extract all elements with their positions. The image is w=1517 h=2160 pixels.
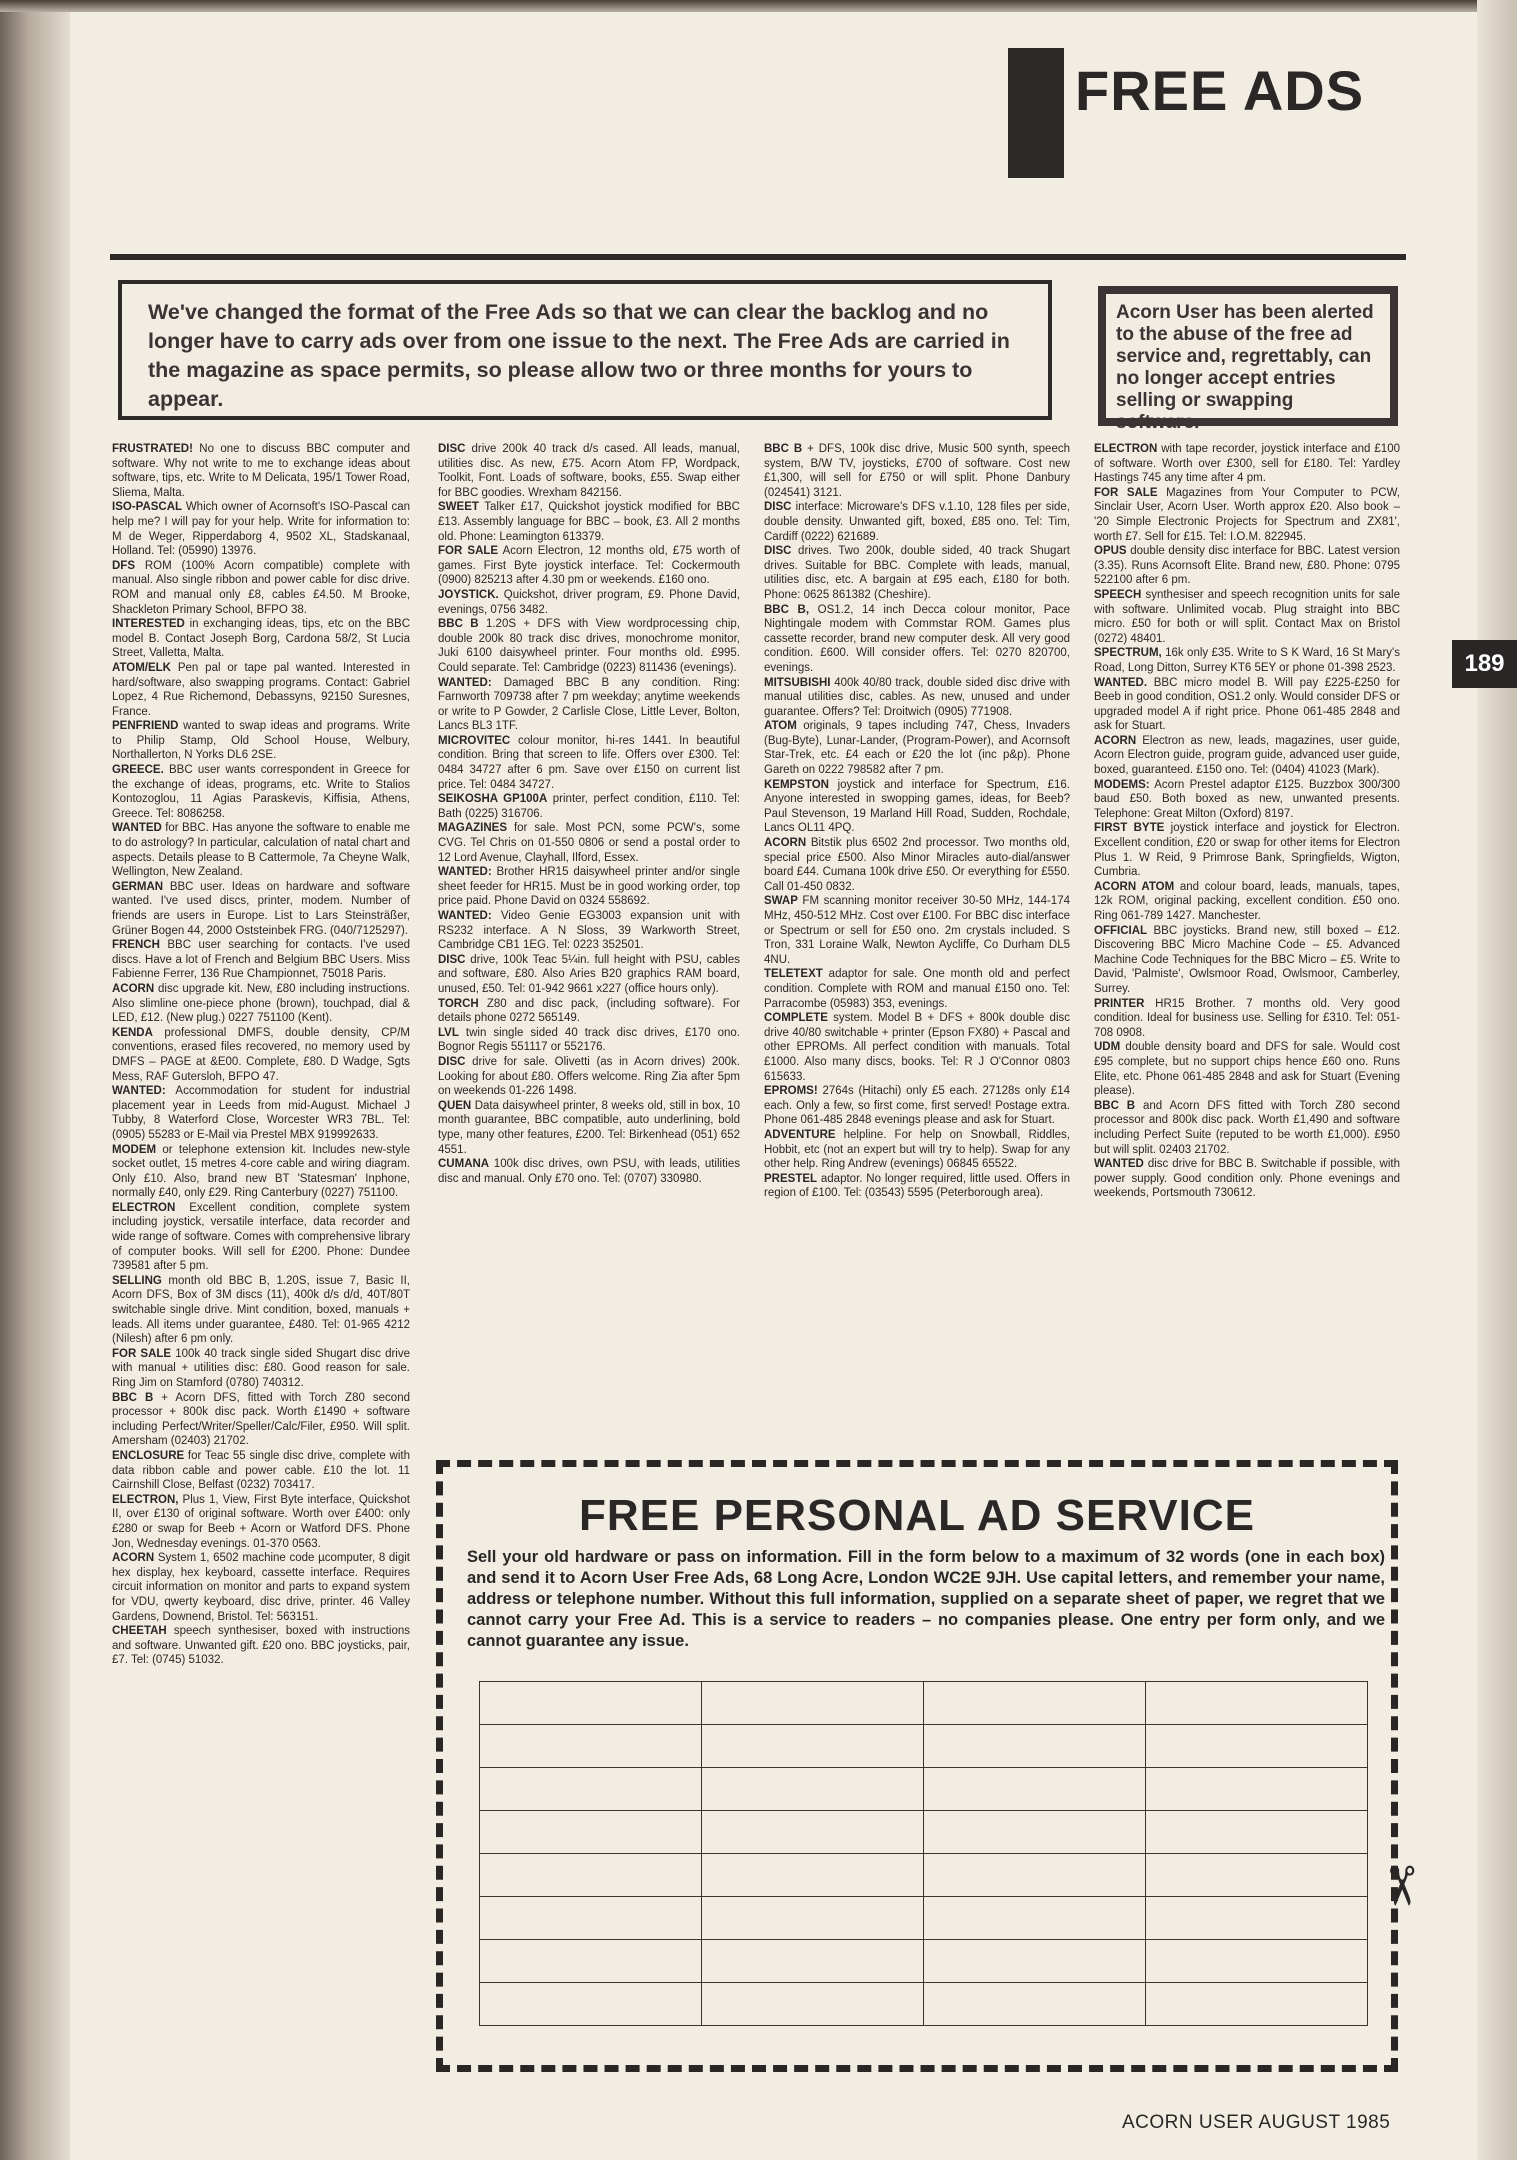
ad-body: joystick interface and joystick for Electron. Excellent condition, £20 or swap for other items for Electron Plus 1. W Reid, 9 Primrose Bank, Springfields, Wigton, Cumbria. (1094, 822, 1400, 879)
ad-body: Magazines from Your Computer to PCW, Sinclair User, Acorn User. Worth approx £20. Also book – '20 Simple Electronic Projects for Spectrum and ZX81', worth £7. Sell for £15. Tel: I.O.M. 822945. (1094, 486, 1400, 543)
classified-ad (438, 676, 740, 734)
ad-body: double density disc interface for BBC. Latest version (3.35). Runs Acornsoft Elite. Brand new, £80. Phone: 0795 522100 after 6 pm. (1094, 545, 1400, 587)
ad-body: Acorn Electron, 12 months old, £75 worth of games. First Byte joystick interface. Tel: Cockermouth (0900) 825213 after 4.30 pm or weekends. £160 ono. (438, 545, 741, 587)
ad-heading: WANTED: (438, 910, 492, 922)
ad-body: adaptor. No longer required, little used. Offers in region of £100. Tel: (03543) 5595 (Peterborough area). (764, 1172, 1070, 1200)
ads-column-1 (112, 442, 410, 1668)
ad-body: 1.20S + DFS with View wordprocessing chip, double 200k 80 track disc drives, monochrome monitor, Juki 6100 daisywheel printer. Four months old. £995. Could separate. Tel: Cambridge (0223) 811436 (evenings). (438, 618, 740, 674)
form-title: FREE PERSONAL AD SERVICE (579, 1491, 1255, 1540)
word-box[interactable] (1146, 1983, 1368, 2026)
ad-heading: PRINTER (1094, 997, 1145, 1010)
word-box[interactable] (480, 1768, 702, 1811)
ad-body: professional DMFS, double density, CP/M conventions, erased files recovered, no memory used by DMFS – PAGE at &E00. Complete, £80. D Wadge, Sgts Mess, RAF Gutersloh, BFPO 47. (112, 1026, 410, 1083)
word-box[interactable] (480, 1725, 702, 1768)
ad-heading: KEMPSTON (764, 778, 829, 791)
classified-ad (112, 1551, 410, 1624)
classified-ad (1094, 778, 1400, 822)
ad-heading: ELECTRON, (112, 1493, 179, 1506)
ad-heading: SWEET (438, 501, 479, 514)
word-box-grid (479, 1681, 1368, 2026)
ad-heading: BBC B (112, 1391, 154, 1404)
ad-body: OS1.2, 14 inch Decca colour monitor, Pace Nightingale modem with Commstar ROM. Games plus cassette recorder, brand new computer desk. All very good condition. £600. Will consider offers. Tel: 0270 820700, evenings. (764, 603, 1070, 674)
classified-ad (438, 1099, 740, 1157)
word-box[interactable] (480, 1897, 702, 1940)
ad-body: Brother HR15 daisywheel printer and/or single sheet feeder for HR15. Must be in good working order, top price paid. Phone David on 0324 558692. (438, 866, 740, 908)
classified-ad (1094, 442, 1400, 486)
classified-ad (764, 719, 1070, 777)
classified-ad (1094, 1157, 1400, 1201)
ad-heading: DISC (438, 953, 466, 966)
ad-body: Which owner of Acornsoft's ISO-Pascal can help me? I will pay for your help. Write for information to: M de Weger, Ripperdaborg 4, 9502 XL, Stadskanaal, Holland. Tel: (05990) 13976. (112, 501, 410, 558)
format-change-notice: We've changed the format of the Free Ads so that we can clear the backlog and no longer have to carry ads over from one issue to the next. The Free Ads are carried in the magazine as space permits, so please allow two or three months for yours to appear. (118, 280, 1052, 420)
ad-body: ROM (100% Acorn compatible) complete with manual. Also single ribbon and power cable for disc drive. ROM and manual only £8, cables £4.50. M Brooke, Shackleton Primary School, BFPO 38. (112, 559, 410, 616)
word-box[interactable] (924, 1725, 1146, 1768)
classified-ad (764, 603, 1070, 676)
page-footer: ACORN USER AUGUST 1985 (1122, 2112, 1391, 2133)
ad-body: twin single sided 40 track disc drives, £170 ono. Bognor Regis 551117 or 552176. (438, 1026, 740, 1054)
classified-ad (764, 442, 1070, 500)
ad-heading: ACORN (112, 1552, 155, 1565)
ad-heading: JOYSTICK. (438, 588, 499, 601)
ad-body: disc upgrade kit. New, £80 including instructions. Also slimline one-piece phone (brown), touchpad, dial & LED, £12. (New plug.) 0227 751100 (Kent). (112, 982, 410, 1025)
classified-ad (438, 909, 740, 953)
classified-ad (112, 661, 410, 719)
ad-body: drive for sale. Olivetti (as in Acorn drives) 200k. Looking for about £80. Offers welcome. Ring Zia after 5pm on weekends 01-226 1498. (438, 1055, 740, 1098)
classified-ad (764, 544, 1070, 602)
ad-heading: SELLING (112, 1274, 162, 1287)
classified-ad (1094, 734, 1400, 778)
ad-body: 100k 40 track single sided Shugart disc drive with manual + utilities disc: £80. Good reason for sale. Ring Jim on Stamford (0780) 740312. (112, 1347, 410, 1389)
classified-ad (438, 588, 740, 617)
ad-body: and Acorn DFS fitted with Torch Z80 second processor and 800k disc pack. Worth £1,490 and software including Perfect Suite (reputed to be worth £1,000). £950 but will split. 02403 21702. (1094, 1099, 1400, 1156)
classified-ad (438, 1157, 740, 1186)
ad-heading: DFS (112, 559, 135, 572)
classified-ad (1094, 924, 1400, 997)
ad-body: 16k only £35. Write to S K Ward, 16 St Mary's Road, Long Ditton, Surrey KT6 5EY or phone 01-398 2523. (1094, 647, 1400, 674)
ad-body: month old BBC B, 1.20S, issue 7, Basic II, Acorn DFS, Box of 3M discs (11), 400k d/s d/d, 40T/80T switchable single drive. Mint condition, boxed, manuals + leads. All items under guarantee, £480. Tel: 01-965 4212 (Nilesh) after 6 pm only. (112, 1274, 410, 1346)
ad-body: for BBC. Has anyone the software to enable me to do astrology? In particular, calculation of natal chart and aspects. Details please to B Cattermole, 7a Cheyne Walk, Wellington, New Zealand. (112, 822, 410, 879)
ad-heading: MICROVITEC (438, 734, 511, 747)
ad-body: drive, 100k Teac 5¼in. full height with PSU, cables and software, £80. Also Aries B20 graphics RAM board, unused, £50. Tel: 01-942 9661 x227 (office hours only). (438, 953, 740, 995)
ad-body: interface: Microware's DFS v.1.10, 128 files per side, double density. Unwanted gift, boxed, £85 ono. Tel: Tim, Cardiff (0222) 621689. (764, 501, 1070, 543)
classified-ad (112, 880, 410, 938)
classified-ad (438, 544, 740, 588)
ad-heading: GERMAN (112, 880, 164, 893)
ad-body: joystick and interface for Spectrum, £16. Anyone interested in swopping games, ideas, for Beeb? Paul Stevenson, 19 Marland Hill Road, Sudden, Rochdale, Lancs OL11 4PQ. (764, 778, 1070, 835)
classified-ad (112, 821, 410, 879)
ad-heading: WANTED: (438, 676, 492, 689)
ad-body: Electron as new, leads, magazines, user guide, Acorn Electron guide, program guide, advanced user guide, boxed, guaranteed. £150 ono. Tel: (0404) 41023 (Mark). (1094, 734, 1400, 777)
classified-ad (112, 1449, 410, 1493)
word-box[interactable] (480, 1854, 702, 1897)
ad-heading: OFFICIAL (1094, 924, 1148, 937)
classified-ad (1094, 646, 1400, 675)
ad-body: wanted to swap ideas and programs. Write to Philip Stamp, Old School House, Welbury, Northallerton, N Yorks DL6 2SE. (112, 720, 410, 762)
ad-heading: BBC B, (764, 603, 810, 616)
ad-heading: GREECE. (112, 764, 164, 777)
ad-heading: SWAP (764, 895, 798, 908)
word-box[interactable] (1146, 1725, 1368, 1768)
ad-body: No one to discuss BBC computer and software. Why not write to me to exchange ideas about software, tips, etc. Write to M Delicata, 195/1 Tower Road, Sliema, Malta. (112, 443, 410, 499)
ad-heading: MITSUBISHI (764, 676, 831, 689)
classified-ad (112, 1624, 410, 1668)
word-box[interactable] (480, 1682, 702, 1725)
word-box[interactable] (924, 1897, 1146, 1940)
ad-body: System 1, 6502 machine code µcomputer, 8 digit hex display, hex keyboard, cassette interface. Requires circuit information on monitor and parts to expand system for VDU, qwerty keyboard, disc drive, printer. 46 Valley Gardens, Downend, Bristol. Tel: 563151. (112, 1552, 410, 1623)
word-box[interactable] (480, 1940, 702, 1983)
ad-heading: ISO-PASCAL (112, 501, 183, 514)
classified-ad (438, 500, 740, 544)
ad-body: system. Model B + DFS + 800k double disc drive 40/80 switchable + printer (Epson FX80) + Pascal and other EPROMs. All perfect condition with manuals. Total £1000. Also many discs, books. Tel: R J O'Connor 0803 615633. (764, 1012, 1070, 1083)
ad-body: adaptor for sale. One month old and perfect condition. Complete with ROM and manual £150 ono. Tel: Parracombe (05983) 353, evenings. (764, 968, 1070, 1010)
ad-heading: WANTED (112, 822, 162, 835)
ad-heading: DISC (764, 545, 792, 558)
ad-body: double density board and DFS for sale. Would cost £95 complete, but no support chips hence £60 ono. Runs Elite, etc. Phone 061-485 2848 and ask for Stuart (Evening please). (1094, 1041, 1400, 1098)
ad-body: + DFS, 100k disc drive, Music 500 synth, speech system, B/W TV, joysticks, £700 of software. Cost new £1,300, will sell for £750 or will split. Phone Danbury (024541) 3121. (764, 443, 1070, 499)
ad-heading: PRESTEL (764, 1172, 818, 1185)
word-box[interactable] (1146, 1854, 1368, 1897)
ad-body: Excellent condition, complete system including joystick, versatile interface, data recorder and wide range of software. Comes with comprehensive library of computer books. Will sell for £200. Phone: Dundee 739581 after 5 pm. (112, 1201, 411, 1273)
classified-ad (438, 734, 740, 792)
classified-ad (438, 617, 740, 675)
ad-body: with tape recorder, joystick interface and £100 of software. Worth over £300, sell for £180. Tel: Yardley Hastings 745 any time after 4 pm. (1094, 443, 1400, 485)
header-rule (110, 254, 1406, 260)
classified-ad (438, 865, 740, 909)
classified-ad (764, 836, 1070, 894)
ad-heading: FOR SALE (438, 545, 499, 558)
classified-ad (1094, 1040, 1400, 1098)
abuse-warning-notice: Acorn User has been alerted to the abuse of the free ad service and, regrettably, can no longer accept entries selling or swapping software. (1098, 286, 1398, 426)
classified-ad (764, 1011, 1070, 1084)
classified-ad (1094, 1099, 1400, 1157)
ad-body: for sale. Most PCN, some PCW's, some CVG. Tel Chris on 01-550 0806 or send a postal order to 12 Lord Avenue, Clayhall, Ilford, Essex. (438, 822, 740, 864)
ad-heading: UDM (1094, 1041, 1121, 1054)
word-box[interactable] (1146, 1897, 1368, 1940)
ad-heading: PENFRIEND (112, 720, 179, 733)
classified-ad (112, 442, 410, 500)
ad-heading: MAGAZINES (438, 822, 507, 835)
classified-ad (1094, 588, 1400, 646)
ad-heading: FRUSTRATED! (112, 443, 193, 455)
ad-heading: BBC B (1094, 1099, 1136, 1112)
classified-ad (438, 792, 740, 821)
word-box[interactable] (702, 1940, 924, 1983)
word-box[interactable] (480, 1811, 702, 1854)
ad-body: disc drive for BBC B. Switchable if possible, with power supply. Good condition only. Phone evenings and weekends, Portsmouth 730612. (1094, 1158, 1400, 1200)
form-instructions-text: Sell your old hardware or pass on information. Fill in the form below to a maximum of 32 words (one in each box) and send it to Acorn User Free Ads, 68 Long Acre, London WC2E 9JH. Use capital letters, and remember your name, address or telephone number. Without this full information, supplied on a separate sheet of paper, we regret that we cannot carry your Free Ad. This is a service to readers – no companies please. One entry per form only, and we cannot guarantee any issue. (467, 1548, 1385, 1650)
classified-ad (764, 778, 1070, 836)
classified-ad (438, 1055, 740, 1099)
ad-body: BBC micro model B. Will pay £225-£250 for Beeb in good condition, OS1.2 only. Would consider DFS or upgraded model A if right price. Phone 061-485 2848 and ask for Stuart. (1094, 676, 1400, 733)
ad-body: + Acorn DFS, fitted with Torch Z80 second processor + 800k disc pack. Worth £1490 + software including Perfect/Writer/Speller/Calc/Filer, £950. Will split. Amersham (02403) 21702. (112, 1391, 410, 1448)
ad-body: HR15 Brother. 7 months old. Very good condition. Ideal for business use. Selling for £310. Tel: 051-708 0908. (1094, 997, 1400, 1039)
ad-heading: DISC (438, 443, 466, 455)
ads-column-3 (764, 442, 1070, 1201)
classified-ad (112, 982, 410, 1026)
classified-ad (764, 1128, 1070, 1172)
ad-body: drive 200k 40 track d/s cased. All leads, manual, utilities disc. As new, £75. Acorn Atom FP, Wordpack, Toolkit, Font. Loads of software, books, £55. Swap either for BBC goodies. Wrexham 842156. (438, 443, 740, 499)
word-box[interactable] (1146, 1940, 1368, 1983)
ad-body: Pen pal or tape pal wanted. Interested in hard/software, also swapping programs. Contact: Gabriel Lopez, 4 Rue Richemond, Debassyns, 92150 Suresnes, France. (112, 661, 410, 718)
word-box[interactable] (702, 1725, 924, 1768)
ad-body: printer, perfect condition, £110. Tel: Bath (0225) 316706. (438, 793, 740, 820)
classified-ad (764, 894, 1070, 967)
ad-body: colour monitor, hi-res 1441. In beautiful condition. Bring that screen to life. Offers over £300. Tel: 0484 34727 after 6 pm. Save over £150 on current list price. Tel: 0484 34727. (438, 734, 740, 791)
ad-heading: SPEECH (1094, 588, 1142, 601)
ad-heading: ELECTRON (1094, 443, 1158, 455)
ad-heading: KENDA (112, 1026, 153, 1039)
classified-ad (112, 617, 410, 661)
ad-body: originals, 9 tapes including 747, Chess, Invaders (Bug-Byte), Lunar-Lander, (Program-Power), and Acornsoft Star-Trek, etc. £4 each or £20 the lot (inc p&p). Phone Gareth on 0222 798582 after 7 pm. (764, 720, 1070, 777)
ad-body: or telephone extension kit. Includes new-style socket outlet, 15 metres 4-core cable and wiring diagram. Only £10. Also, brand new BT 'Statesman' Inphone, normally £40, only £29. Ring Canterbury (0227) 751100. (112, 1143, 410, 1200)
ad-body: in exchanging ideas, tips, etc on the BBC model B. Contact Joseph Borg, Cardona 58/2, St Lucia Street, Valletta, Malta. (112, 618, 410, 660)
right-page-edge (1477, 0, 1517, 2160)
classified-ad (112, 1084, 410, 1142)
word-box[interactable] (702, 1854, 924, 1897)
ad-body: Plus 1, View, First Byte interface, Quickshot II, over £130 of original software. Worth over £400: only £280 or swap for Beeb + Acorn or Watford DFS. Phone Jon, Wednesday evenings. 01-370 0563. (112, 1493, 410, 1550)
page-binding-shadow (0, 0, 70, 2160)
classified-ad (1094, 544, 1400, 588)
word-box[interactable] (480, 1983, 702, 2026)
ad-body: BBC joysticks. Brand new, still boxed – £12. Discovering BBC Micro Machine Code – £5. Advanced Machine Code Techniques for the BBC Micro – £5. Write to David, 'Palmiste', Owlsmoor Road, Owlsmoor, Camberley, Surrey. (1094, 924, 1400, 995)
ad-body: BBC user. Ideas on hardware and software wanted. I've used discs, printer, modem. Number of friends are users in Europe. List to Lars Steinsträßer, Grüner Bogen 44, 2000 Oststeinbek FRG. (040/7125297). (112, 880, 410, 937)
ad-body: Accommodation for student for industrial placement year in Leeds from mid-August. Michael J Tubby, 8 Waterford Close, Worcester WR3 7BL. Tel: (0905) 55283 or E-Mail via Prestel MBX 919992633. (112, 1085, 410, 1141)
ad-body: Talker £17, Quickshot joystick modified for BBC £13. Assembly language for BBC – book, £3. All 2 months old. Phone: Leamington 613379. (438, 501, 740, 543)
word-box[interactable] (924, 1811, 1146, 1854)
ad-body: Damaged BBC B any condition. Ring: Farnworth 709738 after 7 pm weekday; anytime weekends or write to P Gowder, 2 Carlisle Close, Little Lever, Bolton, Lancs BL3 1TF. (438, 676, 740, 733)
ad-heading: OPUS (1094, 545, 1127, 558)
ad-heading: INTERESTED (112, 618, 185, 631)
header-accent-bar (1008, 48, 1064, 178)
word-box[interactable] (1146, 1768, 1368, 1811)
ad-heading: QUEN (438, 1099, 472, 1112)
classified-ad (438, 953, 740, 997)
ad-heading: FRENCH (112, 939, 160, 952)
ad-heading: BBC B (438, 618, 479, 631)
classified-ad (438, 997, 740, 1026)
word-box[interactable] (1146, 1811, 1368, 1854)
classified-ad (764, 1084, 1070, 1128)
classified-ad (1094, 880, 1400, 924)
ad-body: Data daisywheel printer, 8 weeks old, still in box, 10 month guarantee, BBC compatible, auto underlining, bold type, many other features, £200. Tel: Birkenhead (051) 652 4551. (438, 1099, 740, 1156)
word-box[interactable] (702, 1682, 924, 1725)
classified-ad (112, 559, 410, 617)
word-box[interactable] (702, 1983, 924, 2026)
classified-ad (112, 1391, 410, 1449)
ad-heading: WANTED. (1094, 676, 1148, 689)
free-ad-form (436, 1460, 1431, 2072)
ad-body: speech synthesiser, boxed with instructions and software. Unwanted gift. £20 ono. BBC joysticks, pair, £7. Tel: (0745) 51032. (112, 1625, 410, 1667)
ad-heading: TORCH (438, 997, 479, 1010)
classified-ad (112, 1026, 410, 1084)
word-box[interactable] (924, 1768, 1146, 1811)
ad-heading: EPROMS! (764, 1085, 818, 1098)
ad-heading: ACORN (764, 837, 807, 850)
ad-body: BBC user wants correspondent in Greece for the exchange of ideas, programs, etc. Write to Stalios Kontozoglou, 11 Agias Paraskevis, Kiffisia, Athens, Greece. Tel: 8086258. (112, 764, 410, 820)
classified-ad (438, 442, 740, 500)
ad-body: Acorn Prestel adaptor £125. Buzzbox 300/300 baud £50. Both boxed as new, unwanted presents. Telephone: Great Milton (Oxford) 8197. (1094, 778, 1400, 820)
ad-heading: FOR SALE (1094, 486, 1158, 499)
form-instructions (467, 1547, 1385, 1652)
word-box[interactable] (924, 1940, 1146, 1983)
ad-heading: COMPLETE (764, 1012, 828, 1025)
word-box[interactable] (702, 1811, 924, 1854)
ad-body: helpline. For help on Snowball, Riddles, Hobbit, etc (not an expert but will try to help). Swap for any other help. Ring Andrew (evenings) 06845 65522. (764, 1128, 1070, 1171)
ad-heading: BBC B (764, 443, 803, 455)
classified-ad (112, 1274, 410, 1347)
classified-ad (764, 1172, 1070, 1201)
classified-ad (112, 1347, 410, 1391)
ad-heading: ENCLOSURE (112, 1449, 185, 1462)
ad-heading: WANTED: (112, 1085, 166, 1098)
classified-ad (1094, 676, 1400, 734)
classified-ad (764, 500, 1070, 544)
ad-body: and colour board, leads, manuals, tapes, 12k ROM, original packing, excellent condition. £50 ono. Ring 061-789 1427. Manchester. (1094, 880, 1400, 922)
word-box[interactable] (924, 1854, 1146, 1897)
word-box[interactable] (702, 1897, 924, 1940)
classified-ad (438, 821, 740, 865)
ad-heading: ATOM/ELK (112, 661, 171, 674)
ad-heading: FOR SALE (112, 1347, 172, 1360)
ad-heading: TELETEXT (764, 968, 823, 981)
page-number-tab: 189 (1452, 640, 1517, 688)
ad-heading: WANTED (1094, 1158, 1144, 1171)
ad-body: FM scanning monitor receiver 30-50 MHz, 144-174 MHz, 450-512 MHz. Cost over £100. For BBC disc interface or Spectrum or sell for £50 ono. 2m crystals included. S Tron, 331 Loraine Walk, Newton Aycliffe, Co Durham DL5 4NU. (764, 895, 1070, 966)
ads-column-2 (438, 442, 740, 1186)
ad-body: Quickshot, driver program, £9. Phone David, evenings, 0756 3482. (438, 588, 740, 616)
ad-body: synthesiser and speech recognition units for sale with software. Unlimited vocab. Plug straight into BBC micro. £50 for both or will split. Contact Max on Bristol (0272) 48401. (1094, 588, 1400, 645)
ad-body: Video Genie EG3003 expansion unit with RS232 interface. A N Sloss, 39 Warkworth Street, Cambridge CB1 1EG. Tel: 0223 352501. (438, 910, 740, 952)
ad-heading: CHEETAH (112, 1625, 167, 1638)
ad-body: 400k 40/80 track, double sided disc drive with manual utilities disc, cables. As new, unused and under guarantee. Offers? Tel: Droitwich (0905) 771908. (764, 676, 1070, 718)
word-box[interactable] (924, 1682, 1146, 1725)
classified-ad (1094, 486, 1400, 544)
top-edge-shadow (0, 0, 1517, 12)
ad-heading: WANTED: (438, 866, 492, 879)
ad-heading: ACORN (1094, 734, 1137, 747)
scissors-icon: ✂ (1370, 1863, 1431, 1909)
classified-ad (112, 500, 410, 558)
ad-heading: ADVENTURE (764, 1128, 836, 1141)
classified-ad (112, 1143, 410, 1201)
classified-ad (112, 763, 410, 821)
ad-body: for Teac 55 single disc drive, complete with data ribbon cable and power cable. £10 the lot. 11 Cairnshill Close, Belfast (0232) 703417. (112, 1449, 410, 1492)
section-title: FREE ADS (1075, 59, 1365, 122)
classified-ad (112, 938, 410, 982)
classified-ad (112, 1493, 410, 1551)
word-box[interactable] (924, 1983, 1146, 2026)
ad-body: Bitstik plus 6502 2nd processor. Two months old, special price £500. Also Minor Miracles auto-dial/answer board £44. Cumana 100k drive £50. Or everything for £550. Call 01-450 0832. (764, 837, 1070, 893)
classified-ad (1094, 821, 1400, 879)
ad-heading: LVL (438, 1026, 459, 1039)
ad-heading: SPECTRUM, (1094, 647, 1162, 660)
word-box[interactable] (1146, 1682, 1368, 1725)
classified-ad (1094, 997, 1400, 1041)
ad-heading: CUMANA (438, 1158, 490, 1171)
ad-body: BBC user searching for contacts. I've used discs. Have a lot of French and Belgium BBC Users. Miss Fabienne Ferrer, 136 Rue Championnet, 75018 Paris. (112, 939, 410, 981)
ad-heading: SEIKOSHA GP100A (438, 793, 548, 806)
classified-ad (438, 1026, 740, 1055)
classified-ad (764, 676, 1070, 720)
ads-column-4 (1094, 442, 1400, 1201)
ad-body: Z80 and disc pack, (including software). For details phone 0272 565149. (438, 997, 740, 1025)
ad-heading: ELECTRON (112, 1201, 176, 1214)
ad-heading: DISC (438, 1055, 466, 1068)
ad-heading: DISC (764, 501, 792, 514)
ad-heading: MODEMS: (1094, 778, 1150, 791)
ad-body: drives. Two 200k, double sided, 40 track Shugart drives. Suitable for BBC. Complete with leads, manual, utilities disc, etc. A bargain at £95 each, £180 for both. Phone: 0625 861382 (Cheshire). (764, 545, 1070, 601)
ad-heading: MODEM (112, 1143, 157, 1156)
ad-body: 2764s (Hitachi) only £5 each. 27128s only £14 each. Only a few, so first come, first served! Postage extra. Phone 061-485 2848 evenings please and ask for Stuart. (764, 1085, 1071, 1127)
ad-body: 100k disc drives, own PSU, with leads, utilities disc and manual. Only £70 ono. Tel: (0707) 330980. (438, 1158, 740, 1185)
ad-heading: ACORN ATOM (1094, 880, 1175, 893)
classified-ad (112, 719, 410, 763)
classified-ad (112, 1201, 410, 1274)
ad-heading: FIRST BYTE (1094, 822, 1165, 835)
word-box[interactable] (702, 1768, 924, 1811)
ad-heading: ACORN (112, 982, 155, 995)
ad-heading: ATOM (764, 720, 797, 733)
classified-ad (764, 967, 1070, 1011)
